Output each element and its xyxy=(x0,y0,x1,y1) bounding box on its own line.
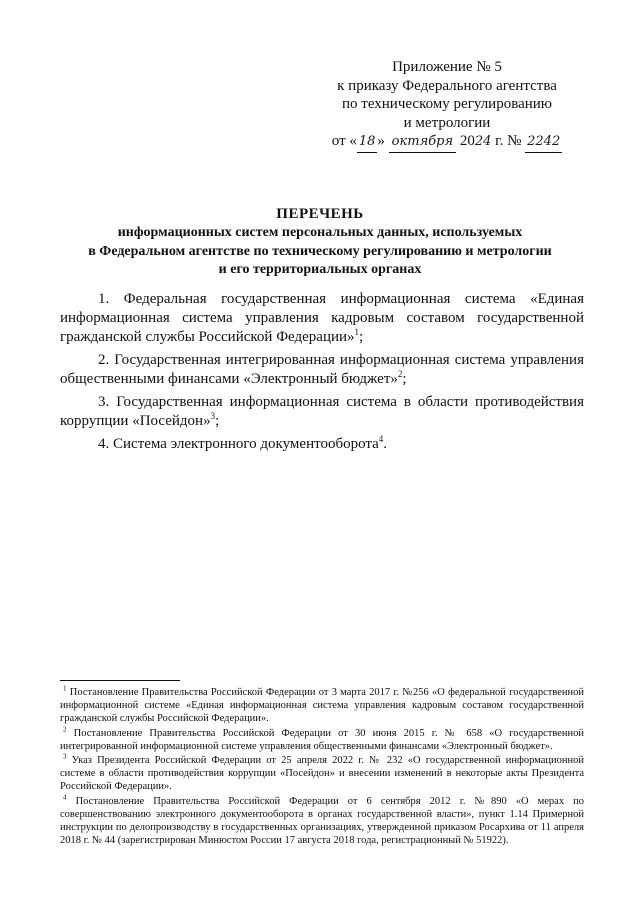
appendix-line-3: по техническому регулированию xyxy=(341,96,553,112)
list-item: 3. Государственная информационная система в области противодействия коррупции «Посейдон»$^3$; xyxy=(60,394,584,429)
appendix-line-2: к приказу Федерального агентства xyxy=(337,77,557,94)
footnote: $^4$ Постановление Правительства Российской Федерации от 6 сентября 2012 г. №890 «О мерах по совершенствованию электронного документооборота в органах государственной власти», пункт 1.14 Примерной инструкции по делопроизводству в государственных организациях, утвержденной приказом Росархива от 11 апреля 2018 г. № 44 (зарегистрирован Минюстом России 17 августа 2018 года, регистрационный № 51922). xyxy=(60,793,585,847)
footnote: $^1$ Постановление Правительства Российской Федерации от 3 марта 2017 г. №256 «О федеральной государственной информационной системе «Единая информационная система управления кадровым составом государственной гражданской службы Российской Федерации». xyxy=(60,684,585,725)
footnotes xyxy=(60,686,584,848)
footnote-ref: 2 xyxy=(397,369,403,379)
appendix-number: Приложение № 5 xyxy=(392,59,502,75)
title-heading: ПЕРЕЧЕНЬ xyxy=(276,206,364,222)
order-date-line xyxy=(322,132,572,153)
document-title xyxy=(60,205,580,280)
date-mid: » xyxy=(377,133,385,149)
appendix-header xyxy=(322,58,572,153)
footnote: $^2$ Постановление Правительства Российской Федерации от 30 июня 2015 г. № 658 «О государственной интегрированной информационной системе управления общественными финансами «Электронный бюджет». xyxy=(60,725,585,752)
title-line-1: информационных систем персональных данных, используемых xyxy=(117,225,523,240)
title-line-2: в Федеральном агентстве по техническому регулированию и метрологии xyxy=(88,243,552,259)
list-item: 2. Государственная интегрированная информационная система управления общественными финансами «Электронный бюджет»$^2$; xyxy=(60,352,584,387)
handwritten-order-number: 2242 xyxy=(525,133,562,153)
year-label: г. № xyxy=(495,133,522,149)
date-prefix: от « xyxy=(331,133,357,149)
footnote-divider xyxy=(60,680,180,681)
handwritten-month: октября xyxy=(389,133,456,153)
title-line-3: и его территориальных органах xyxy=(218,262,422,277)
year-prefix: 20 xyxy=(459,133,475,149)
system-list xyxy=(60,290,584,458)
handwritten-year: 24 xyxy=(474,134,492,149)
footnote-ref: 1 xyxy=(354,327,360,337)
handwritten-day: 18 xyxy=(357,133,378,153)
footnote: $^3$ Указ Президента Российской Федерации от 25 апреля 2022 г. № 232 «О государственной информационной системе в области противодействия коррупции «Посейдон» и внесении изменений в некоторые акты Президента Российской Федерации». xyxy=(60,752,585,793)
list-item: 4. Система электронного документооборота$^4$. xyxy=(98,434,388,452)
list-item: 1. Федеральная государственная информационная система «Единая информационная система управления кадровым составом государственной гражданской службы Российской Федерации»$^1$; xyxy=(60,291,584,345)
footnote-ref: 4 xyxy=(378,434,384,444)
footnote-ref: 3 xyxy=(210,411,216,421)
appendix-line-4: и метрологии xyxy=(403,114,491,131)
